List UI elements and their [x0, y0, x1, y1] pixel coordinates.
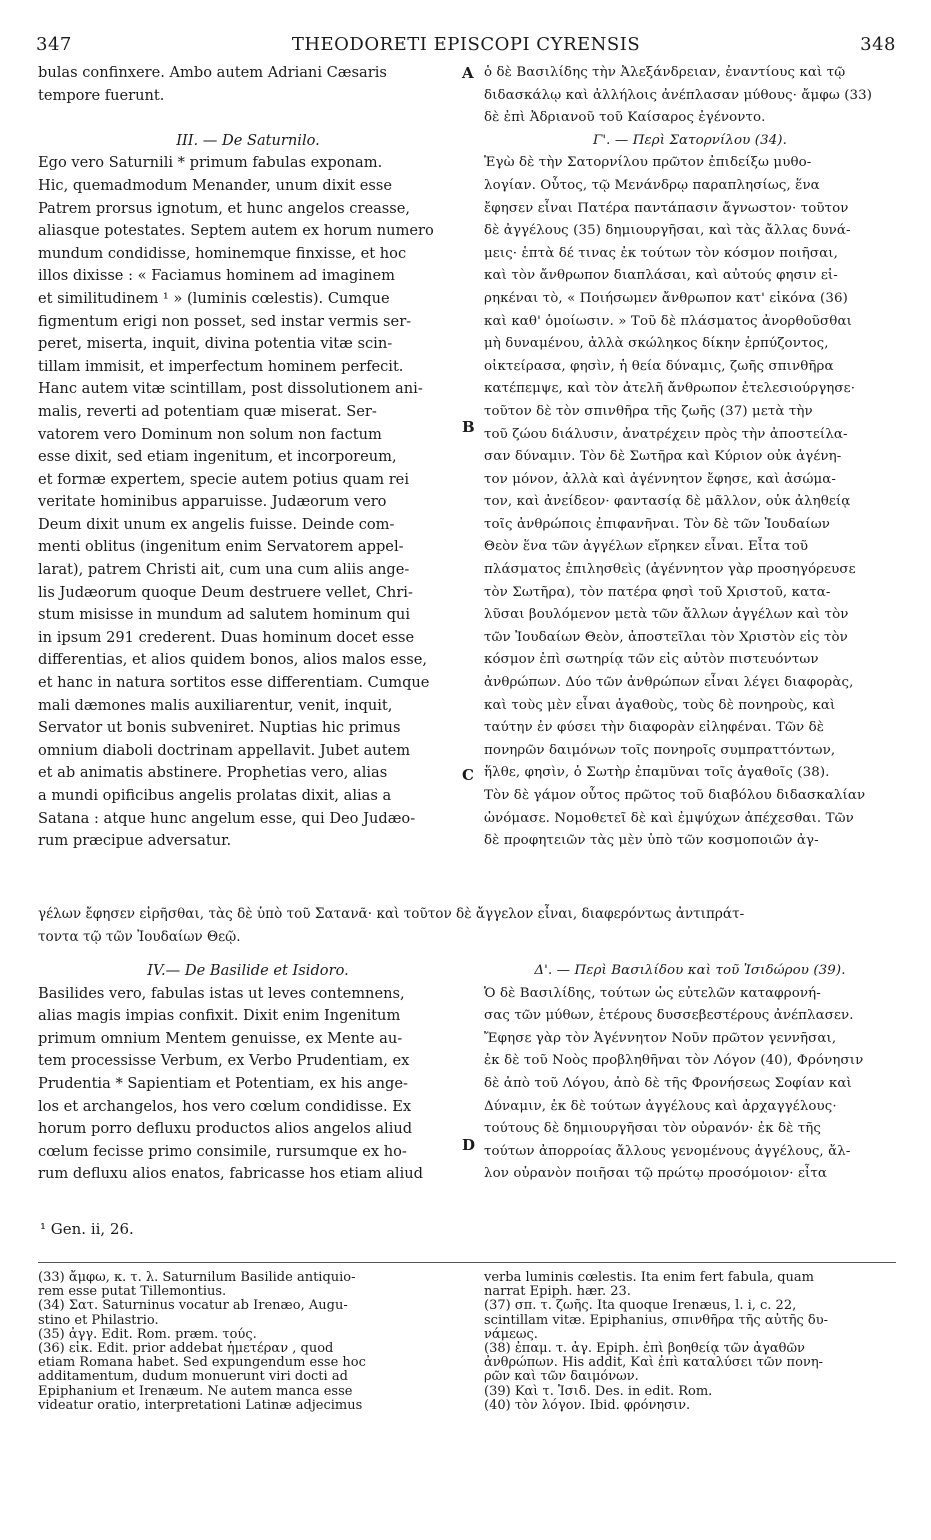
- greek-text-line: καὶ τοὺς μὲν εἶναι ἀγαθοὺς, τοὺς δὲ πονηροὺς, καὶ: [484, 697, 836, 713]
- latin-text-line: los et archangelos, hos vero cœlum condidisse. Ex: [38, 1097, 412, 1115]
- greek-text-line: δὲ ἀγγέλους (35) δημιουργῆσαι, καὶ τὰς ἄλλας δυνά-: [484, 223, 851, 239]
- latin-text-line: IV.— De Basilide et Isidoro.: [147, 962, 349, 979]
- greek-text-line: λῦσαι βουλόμενον μετὰ τῶν ἄλλων ἀγγέλων καὶ τὸν: [484, 607, 849, 623]
- greek-column-bottom: [484, 960, 896, 1200]
- greek-text-line: λογίαν. Οὗτος, τῷ Μενάνδρῳ παραπλησίως, ἕνα: [484, 177, 820, 193]
- greek-text-line: κόσμον ἐπὶ σωτηρίᾳ τῶν εἰς αὐτὸν πιστευόντων: [484, 652, 819, 668]
- note-text-line: (35) ἀγγ. Edit. Rom. præm. τούς.: [38, 1326, 257, 1342]
- latin-text-line: Patrem prorsus ignotum, et hunc angelos creasse,: [38, 199, 411, 217]
- note-text-line: scintillam vitæ. Epiphanius, σπινθῆρα τῆς αὐτῆς δυ-: [484, 1312, 829, 1328]
- latin-text-line: Satana : atque hunc angelum esse, qui Deo Judæo-: [38, 809, 416, 827]
- greek-text-line: Δ'. — Περὶ Βασιλίδου καὶ τοῦ Ἰσιδώρου (39).: [534, 963, 846, 978]
- note-text-line: videatur oratio, interpretationi Latinæ adjecimus: [38, 1397, 363, 1413]
- note-text-line: (37) σπ. τ. ζωῆς. Ita quoque Irenæus, l. i, c. 22,: [484, 1298, 797, 1314]
- greek-text-line: τον μόνον, ἀλλὰ καὶ ἀγέννητον ἔφησε, καὶ ἀσώμα-: [484, 471, 837, 487]
- latin-text-line: vatorem vero Dominum non solum non factum: [38, 425, 382, 443]
- running-header: [36, 34, 896, 58]
- greek-text-line: τοῦ ζώου διάλυσιν, ἀνατρέχειν πρὸς τὴν ἀποστείλα-: [484, 426, 848, 442]
- latin-text-line: rum defluxu alios enatos, fabricasse hos etiam aliud: [38, 1165, 423, 1183]
- latin-text-line: Basilides vero, fabulas istas ut leves contemnens,: [38, 984, 405, 1002]
- section-marker-a: A: [462, 64, 474, 82]
- greek-text-line: σαν δύναμιν. Τὸν δὲ Σωτῆρα καὶ Κύριον οὐκ ἀγένη-: [484, 449, 842, 465]
- latin-text-line: omnium diaboli doctrinam appellavit. Jubet autem: [38, 741, 411, 759]
- latin-text-line: veritate hominibus apparuisse. Judæorum vero: [38, 493, 387, 511]
- note-text-line: etiam Romana habet. Sed expungendum esse hoc: [38, 1355, 366, 1371]
- note-text-line: rem esse putat Tillemontius.: [38, 1284, 227, 1300]
- notes-divider: [38, 1262, 896, 1263]
- greek-text-line: ἔφησεν εἶναι Πατέρα παντάπασιν ἄγνωστον· τοῦτον: [484, 200, 849, 216]
- greek-text-line: ρηκέναι τὸ, « Ποιήσωμεν ἄνθρωπον κατ' εἰκόνα (36): [484, 290, 848, 306]
- notes-column-right: [484, 1271, 896, 1413]
- greek-text-line: μὴ δυναμένου, ἀλλὰ σκώληκος δίκην ἑρπύζοντος,: [484, 336, 829, 352]
- section-marker-d: D: [462, 1136, 476, 1154]
- latin-text-line: Hanc autem vitæ scintillam, post dissolutionem ani-: [38, 380, 423, 398]
- latin-text-line: Deum dixit unum ex angelis fuisse. Deinde com-: [38, 515, 395, 533]
- latin-text-line: mundum condidisse, hominemque finxisse, et hoc: [38, 244, 407, 262]
- latin-text-line: bulas confinxere. Ambo autem Adriani Cæsaris: [38, 64, 387, 81]
- latin-text-line: Hic, quemadmodum Menander, unum dixit esse: [38, 176, 392, 194]
- greek-text-line: Τὸν δὲ γάμον οὗτος πρῶτος τοῦ διαβόλου διδασκαλίαν: [484, 788, 866, 803]
- latin-text-line: in ipsum 291 crederent. Duas hominum docet esse: [38, 628, 415, 646]
- greek-text-line: σας τῶν μύθων, ἑτέρους δυσσεβεστέρους ἀνέπλασεν.: [484, 1008, 854, 1024]
- note-text-line: (38) ἐπαμ. τ. ἀγ. Epiph. ἐπὶ βοηθείᾳ τῶν ἀγαθῶν: [484, 1340, 805, 1356]
- running-title: THEODORETI EPISCOPI CYRENSIS: [291, 34, 641, 55]
- greek-text-line: δὲ ἐπὶ Ἀδριανοῦ τοῦ Καίσαρος ἐγένοντο.: [484, 110, 766, 126]
- greek-text-line: ἥλθε, φησὶν, ὁ Σωτὴρ ἐπαμῦναι τοῖς ἀγαθοῖς (38).: [484, 765, 830, 781]
- notes-column-left: [38, 1271, 458, 1413]
- greek-text-line: διδασκάλῳ καὶ ἀλλήλοις ἀνέπλασαν μύθους· ἄμφω (33): [484, 87, 873, 103]
- latin-text-line: mali dæmones malis auxiliarentur, venit, inquit,: [38, 696, 393, 714]
- greek-text-line: καὶ καθ' ὁμοίωσιν. » Τοῦ δὲ πλάσματος ἀνορθοῦσθαι: [484, 313, 852, 329]
- greek-text-line: πονηρῶν δαιμόνων τοῖς πονηροῖς συμπραττόντων,: [484, 742, 836, 758]
- note-text-line: ρῶν καὶ τῶν δαιμόνων.: [484, 1369, 639, 1385]
- full-width-line-1: γέλων ἔφησεν εἰρῆσθαι, τὰς δὲ ὑπὸ τοῦ Σατανᾶ· καὶ τοῦτον δὲ ἄγγελον εἶναι, διαφερόντως ἀντιπράτ-: [38, 906, 745, 922]
- latin-text-line: illos dixisse : « Faciamus hominem ad imaginem: [38, 267, 395, 285]
- note-text-line: additamentum, dudum monuerunt viri docti ad: [38, 1369, 348, 1385]
- greek-text-line: ταύτην ἐν φύσει τὴν διαφορὰν εἰληφέναι. Τῶν δὲ: [484, 720, 825, 736]
- greek-text-line: τοῖς ἀνθρώποις ἐπιφανῆναι. Τὸν δὲ τῶν Ἰουδαίων: [484, 516, 830, 532]
- note-text-line: (36) εἰκ. Edit. prior addebat ἡμετέραν , quod: [38, 1340, 334, 1356]
- latin-text-line: et ab animatis abstinere. Prophetias vero, alias: [38, 764, 388, 782]
- greek-text-line: πλάσματος ἐπιλησθεὶς (ἀγέννητον γὰρ προσηγόρευσε: [484, 562, 856, 578]
- greek-text-line: κατέπεμψε, καὶ τὸν ἀτελῆ ἄνθρωπον ἐτελεσιούργησε·: [484, 381, 856, 397]
- latin-text-line: larat), patrem Christi ait, cum una cum aliis ange-: [38, 561, 410, 579]
- latin-text-line: peret, miserta, inquit, divina potentia vitæ scin-: [38, 335, 393, 353]
- latin-text-line: malis, reverti ad potentiam quæ miserat. Ser-: [38, 402, 377, 420]
- latin-text-line: et hanc in natura sortitos esse differentiam. Cumque: [38, 674, 430, 692]
- latin-text-line: III. — De Saturnilo.: [176, 131, 320, 149]
- greek-text-line: τοῦτον δὲ τὸν σπινθῆρα τῆς ζωῆς (37) μετὰ τὴν: [484, 403, 813, 419]
- page-number-right: 348: [860, 34, 896, 55]
- latin-text-line: [38, 107, 458, 130]
- greek-text-line: δὲ προφητειῶν τὰς μὲν ὑπὸ τῶν κοσμοποιῶν ἀγ-: [484, 833, 819, 849]
- latin-text-line: tillam immisit, et imperfectum hominem perfecit.: [38, 357, 404, 375]
- greek-text-line: λον οὐρανὸν ποιῆσαι τῷ πρώτῳ προσόμοιον· εἶτα: [484, 1166, 828, 1182]
- greek-text-line: μεις· ἑπτὰ δέ τινας ἐκ τούτων τὸν κόσμον ποιῆσαι,: [484, 245, 838, 261]
- latin-column-top: [38, 62, 458, 852]
- latin-text-line: esse dixit, sed etiam ingenitum, et incorporeum,: [38, 448, 397, 466]
- latin-text-line: lis Judæorum quoque Deum destruere vellet, Chri-: [38, 583, 413, 601]
- full-width-line-2: τοντα τῷ τῶν Ἰουδαίων Θεῷ.: [38, 929, 241, 945]
- latin-text-line: primum omnium Mentem genuisse, ex Mente au-: [38, 1029, 403, 1047]
- note-text-line: (39) Καὶ τ. Ἰσιδ. Des. in edit. Rom.: [484, 1383, 713, 1399]
- note-text-line: (33) ἄμφω, κ. τ. λ. Saturnilum Basilide antiquio-: [38, 1270, 356, 1285]
- greek-text-line: τον, καὶ ἀνείδεον· φαντασίᾳ δὲ μᾶλλον, οὐκ ἀληθείᾳ: [484, 494, 851, 510]
- greek-text-line: τούτους δὲ δημιουργῆσαι τὸν οὐρανόν· ἐκ δὲ τῆς: [484, 1121, 821, 1137]
- greek-text-line: τούτων ἀπορροίας ἄλλους γενομένους ἀγγέλους, ἄλ-: [484, 1143, 851, 1159]
- greek-text-line: καὶ τὸν ἄνθρωπον διαπλάσαι, καὶ αὐτούς φησιν εἰ-: [484, 268, 838, 284]
- latin-text-line: horum porro defluxu productos alios angelos aliud: [38, 1120, 413, 1138]
- greek-text-line: τὸν Σωτῆρα), τὸν πατέρα φησὶ τοῦ Χριστοῦ, κατα-: [484, 584, 831, 600]
- section-marker-c: C: [462, 766, 474, 784]
- note-text-line: Epiphanium et Irenæum. Ne autem manca esse: [38, 1383, 353, 1399]
- greek-text-line: ὁ δὲ Βασιλίδης τὴν Ἀλεξάνδρειαν, ἐναντίους καὶ τῷ: [484, 65, 846, 80]
- note-text-line: νάμεως.: [484, 1326, 538, 1342]
- latin-column-bottom: [38, 960, 458, 1200]
- greek-text-line: ἀνθρώπων. Δύο τῶν ἀνθρώπων εἶναι λέγει διαφορὰς,: [484, 675, 854, 691]
- page-number-left: 347: [36, 34, 72, 55]
- greek-text-line: Ὁ δὲ Βασιλίδης, τούτων ὡς εὐτελῶν καταφρονή-: [484, 985, 821, 1001]
- section-marker-b: B: [462, 418, 475, 436]
- latin-text-line: tempore fuerunt.: [38, 86, 165, 104]
- latin-text-line: differentias, et alios quidem bonos, alios malos esse,: [38, 651, 428, 669]
- greek-text-line: Δύναμιν, ἐκ δὲ τούτων ἀγγέλους καὶ ἀρχαγγέλους·: [484, 1098, 837, 1114]
- greek-text-line: τῶν Ἰουδαίων Θεὸν, ἀποστεῖλαι τὸν Χριστὸν εἰς τὸν: [484, 629, 848, 645]
- greek-text-line: οἰκτείρασα, φησὶν, ἡ θεία δύναμις, ζωῆς σπινθῆρα: [484, 358, 834, 374]
- greek-text-line: Γ'. — Περὶ Σατορνίλου (34).: [592, 132, 787, 148]
- note-text-line: narrat Epiph. hær. 23.: [484, 1284, 631, 1300]
- note-text-line: (40) τὸν λόγον. Ibid. φρόνησιν.: [484, 1397, 691, 1413]
- greek-column-top: [484, 62, 896, 852]
- latin-text-line: rum præcipue adversatur.: [38, 832, 232, 850]
- scripture-footnote: ¹ Gen. ii, 26.: [40, 1220, 134, 1238]
- latin-text-line: Ego vero Saturnili * primum fabulas exponam.: [38, 154, 383, 172]
- latin-text-line: menti oblitus (ingenitum enim Servatorem appel-: [38, 538, 404, 556]
- latin-text-line: et similitudinem ¹ » (luminis cœlestis). Cumque: [38, 289, 390, 307]
- greek-text-line: δὲ ἀπὸ τοῦ Λόγου, ἀπὸ δὲ τῆς Φρονήσεως Σοφίαν καὶ: [484, 1075, 852, 1091]
- latin-text-line: et formæ expertem, specie autem potius quam rei: [38, 470, 409, 488]
- latin-text-line: alias magis impias confixit. Dixit enim Ingenitum: [38, 1007, 401, 1025]
- note-text-line: stino et Philastrio.: [38, 1312, 159, 1328]
- latin-text-line: stum misisse in mundum ad salutem hominum qui: [38, 606, 410, 624]
- note-text-line: verba luminis cœlestis. Ita enim fert fabula, quam: [484, 1270, 814, 1285]
- latin-text-line: Prudentia * Sapientiam et Potentiam, ex his ange-: [38, 1074, 408, 1092]
- latin-text-line: tem processisse Verbum, ex Verbo Prudentiam, ex: [38, 1052, 410, 1070]
- latin-text-line: Servator ut bonis subveniret. Nuptias hic primus: [38, 719, 401, 737]
- greek-text-line: ἐκ δὲ τοῦ Νοὸς προβληθῆναι τὸν Λόγον (40), Φρόνησιν: [484, 1053, 864, 1069]
- note-text-line: (34) Σατ. Saturninus vocatur ab Irenæo, Augu-: [38, 1298, 348, 1314]
- latin-text-line: cœlum fecisse primo consimile, rursumque ex ho-: [38, 1142, 407, 1160]
- note-text-line: ἀνθρώπων. His addit, Καὶ ἐπὶ καταλύσει τῶν πονη-: [484, 1355, 824, 1371]
- greek-text-line: ὠνόμασε. Νομοθετεῖ δὲ καὶ ἐμψύχων ἀπέχεσθαι. Τῶν: [484, 810, 854, 826]
- latin-text-line: a mundi opificibus angelis prolatas dixit, alias a: [38, 787, 392, 804]
- greek-text-line: Ἔφησε γὰρ τὸν Ἀγέννητον Νοῦν πρῶτον γεννῆσαι,: [484, 1030, 837, 1046]
- latin-text-line: aliasque potestates. Septem autem ex horum numero: [38, 222, 434, 240]
- greek-text-line: Θεὸν ἕνα τῶν ἀγγέλων εἴρηκεν εἶναι. Εἶτα τοῦ: [484, 539, 809, 555]
- latin-text-line: figmentum erigi non posset, sed instar vermis ser-: [38, 312, 412, 330]
- greek-text-line: Ἐγὼ δὲ τὴν Σατορνίλου πρῶτον ἐπιδείξω μυθο-: [484, 155, 812, 171]
